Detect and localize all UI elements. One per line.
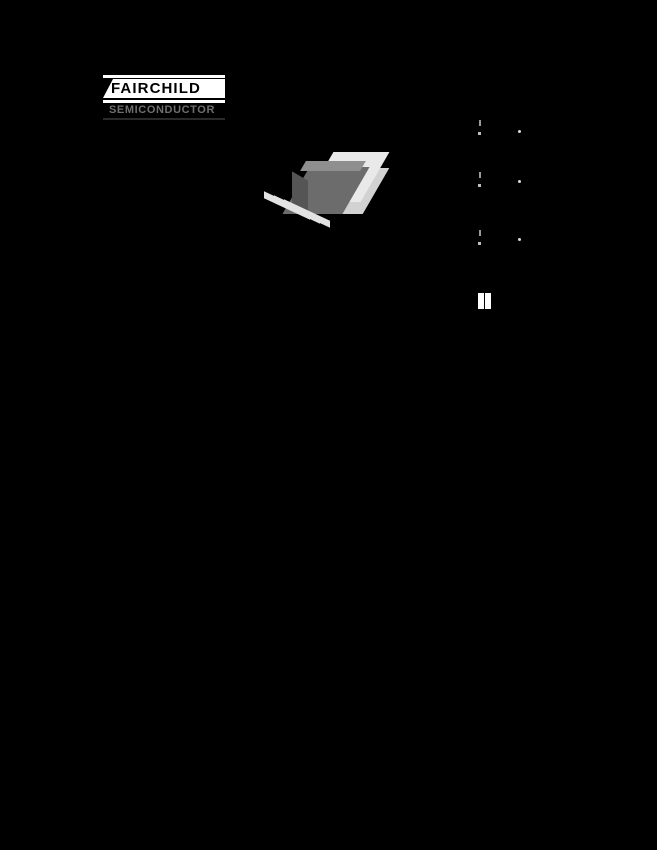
logo-rule-top	[103, 75, 225, 78]
fairchild-logo	[103, 75, 225, 120]
feature-tick-2	[479, 172, 481, 178]
logo-rule-bottom	[103, 118, 225, 120]
feature-bullet-2	[478, 184, 481, 187]
swatch-divider	[484, 293, 485, 309]
to220-package-image	[262, 152, 402, 247]
feature-bullet-3	[478, 242, 481, 245]
feature-bullet-1	[478, 132, 481, 135]
feature-dot-1	[518, 130, 521, 133]
feature-tick-3	[479, 230, 481, 236]
logo-rule-middle	[103, 100, 225, 103]
logo-subtitle-band	[103, 105, 225, 117]
feature-dot-2	[518, 180, 521, 183]
feature-dot-3	[518, 238, 521, 241]
feature-tick-1	[479, 120, 481, 126]
logo-wordmark: FAIRCHILD	[111, 80, 201, 97]
logo-name-band	[103, 79, 225, 98]
package-code-swatch	[478, 293, 491, 309]
package-body-top-face	[300, 161, 366, 171]
features-marker-column	[470, 118, 540, 313]
logo-subtitle: SEMICONDUCTOR	[109, 105, 215, 116]
